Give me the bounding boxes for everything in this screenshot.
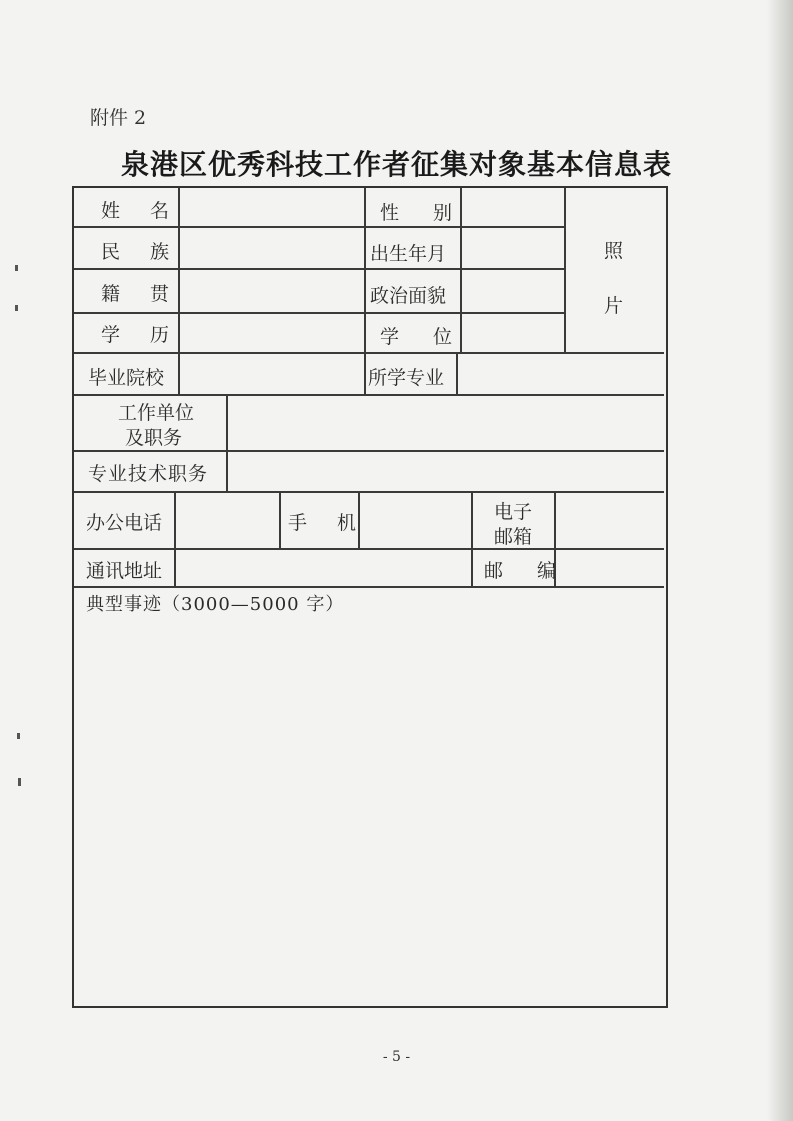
scan-speck bbox=[15, 265, 18, 271]
page-number: - 5 - bbox=[382, 1049, 411, 1065]
label-address: 通讯地址 bbox=[86, 560, 163, 582]
label-education: 学 历 bbox=[101, 324, 182, 346]
label-email: 电子 bbox=[494, 501, 533, 523]
label-political: 政治面貌 bbox=[370, 285, 447, 307]
label-office-phone: 办公电话 bbox=[86, 512, 163, 534]
label-deeds: 典型事迹（3000—5000 字） bbox=[86, 594, 345, 615]
label-hometown: 籍 贯 bbox=[101, 283, 182, 305]
label-postcode: 邮 编 bbox=[484, 560, 571, 582]
label-gender: 性 别 bbox=[380, 202, 467, 224]
label-school: 毕业院校 bbox=[88, 367, 165, 389]
info-form-table bbox=[72, 186, 668, 1008]
label-mobile: 手 机 bbox=[288, 512, 369, 534]
label-degree: 学 位 bbox=[380, 326, 467, 348]
label-work-unit: 及职务 bbox=[125, 427, 183, 449]
attachment-label: 附件 2 bbox=[90, 107, 147, 129]
label-photo: 片 bbox=[604, 295, 624, 317]
label-major: 所学专业 bbox=[368, 367, 445, 389]
scan-speck bbox=[18, 778, 21, 786]
label-email: 邮箱 bbox=[494, 526, 533, 548]
label-work-unit: 工作单位 bbox=[118, 402, 195, 424]
form-title: 泉港区优秀科技工作者征集对象基本信息表 bbox=[120, 148, 672, 181]
label-name: 姓 名 bbox=[101, 200, 182, 222]
scan-speck bbox=[15, 305, 18, 311]
label-ethnicity: 民 族 bbox=[101, 241, 182, 263]
label-tech-title: 专业技术职务 bbox=[88, 463, 209, 485]
scan-speck bbox=[17, 733, 20, 739]
label-birth: 出生年月 bbox=[370, 243, 447, 265]
label-photo: 照 bbox=[604, 240, 624, 262]
